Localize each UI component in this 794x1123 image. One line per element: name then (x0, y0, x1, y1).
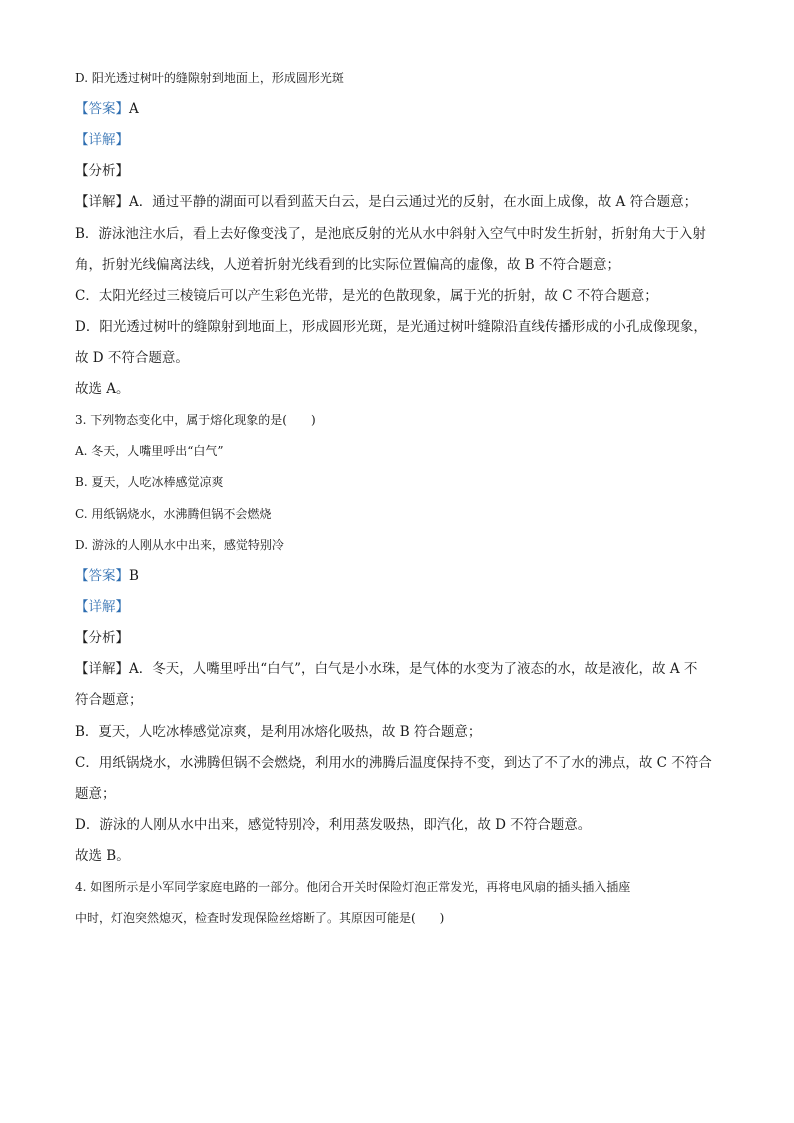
explanation-line: 故 D 不符合题意。 (75, 350, 189, 366)
explanation-line: 【详解】A．通过平静的湖面可以看到蓝天白云，是白云通过光的反射，在水面上成像，故 A 符合题意； (75, 194, 698, 210)
option-b-q3: B. 夏天，人吃冰棒感觉凉爽 (75, 475, 224, 489)
answer-value: B (129, 568, 139, 584)
answer-line-q3 (75, 566, 734, 586)
explanation-line: 角，折射光线偏离法线，人逆着折射光线看到的比实际位置偏高的虚像，故 B 不符合题意； (75, 257, 621, 273)
option-a-q3: A. 冬天，人嘴里呼出“白气” (75, 444, 224, 458)
conclusion-line: 故选 B。 (75, 848, 130, 864)
option-d-q2: D. 阳光透过树叶的缝隙射到地面上，形成圆形光斑 (75, 71, 344, 85)
answer-tag: 【答案】 (75, 101, 129, 117)
conclusion-line: 故选 A。 (75, 381, 130, 397)
explanation-line: 题意； (75, 786, 116, 802)
question-4-stem-cont: 中时，灯泡突然熄灭，检查时发现保险丝熔断了。其原因可能是( ) (75, 911, 445, 925)
explanation-line: 符合题意； (75, 692, 143, 708)
explanation-line: 【详解】A．冬天，人嘴里呼出“白气”，白气是小水珠，是气体的水变为了液态的水，故是液化，故 A 不 (75, 661, 698, 677)
explanation-line: D．阳光透过树叶的缝隙射到地面上，形成圆形光斑，是光通过树叶缝隙沿直线传播形成的小孔成像现象， (75, 319, 707, 335)
question-4-stem: 4. 如图所示是小军同学家庭电路的一部分。他闭合开关时保险灯泡正常发光，再将电风扇的插头插入插座 (75, 880, 631, 894)
explanation-line: B．夏天，人吃冰棒感觉凉爽，是利用冰熔化吸热，故 B 符合题意； (75, 724, 482, 740)
analysis-heading-q2: 【分析】 (75, 163, 129, 179)
explanation-line: C．太阳光经过三棱镜后可以产生彩色光带，是光的色散现象，属于光的折射，故 C 不符合题意； (75, 288, 658, 304)
detail-heading-q3 (75, 597, 734, 617)
answer-line-q2 (75, 99, 734, 119)
answer-value: A (129, 101, 139, 117)
detail-tag: 【详解】 (75, 132, 129, 148)
analysis-heading-q3: 【分析】 (75, 630, 129, 646)
option-d-q3: D. 游泳的人刚从水中出来，感觉特别冷 (75, 538, 284, 552)
explanation-line: C．用纸锅烧水，水沸腾但锅不会燃烧，利用水的沸腾后温度保持不变，到达了不了水的沸点，故 C 不符合 (75, 755, 712, 771)
answer-tag: 【答案】 (75, 568, 129, 584)
detail-heading-q2 (75, 130, 734, 150)
explanation-line: B．游泳池注水后，看上去好像变浅了，是池底反射的光从水中斜射入空气中时发生折射，折射角大于入射 (75, 226, 706, 242)
option-c-q3: C. 用纸锅烧水，水沸腾但锅不会燃烧 (75, 507, 272, 521)
explanation-line: D．游泳的人刚从水中出来，感觉特别冷，利用蒸发吸热，即汽化，故 D 不符合题意。 (75, 817, 592, 833)
detail-tag: 【详解】 (75, 599, 129, 615)
question-3-stem: 3. 下列物态变化中，属于熔化现象的是( ) (75, 413, 316, 427)
